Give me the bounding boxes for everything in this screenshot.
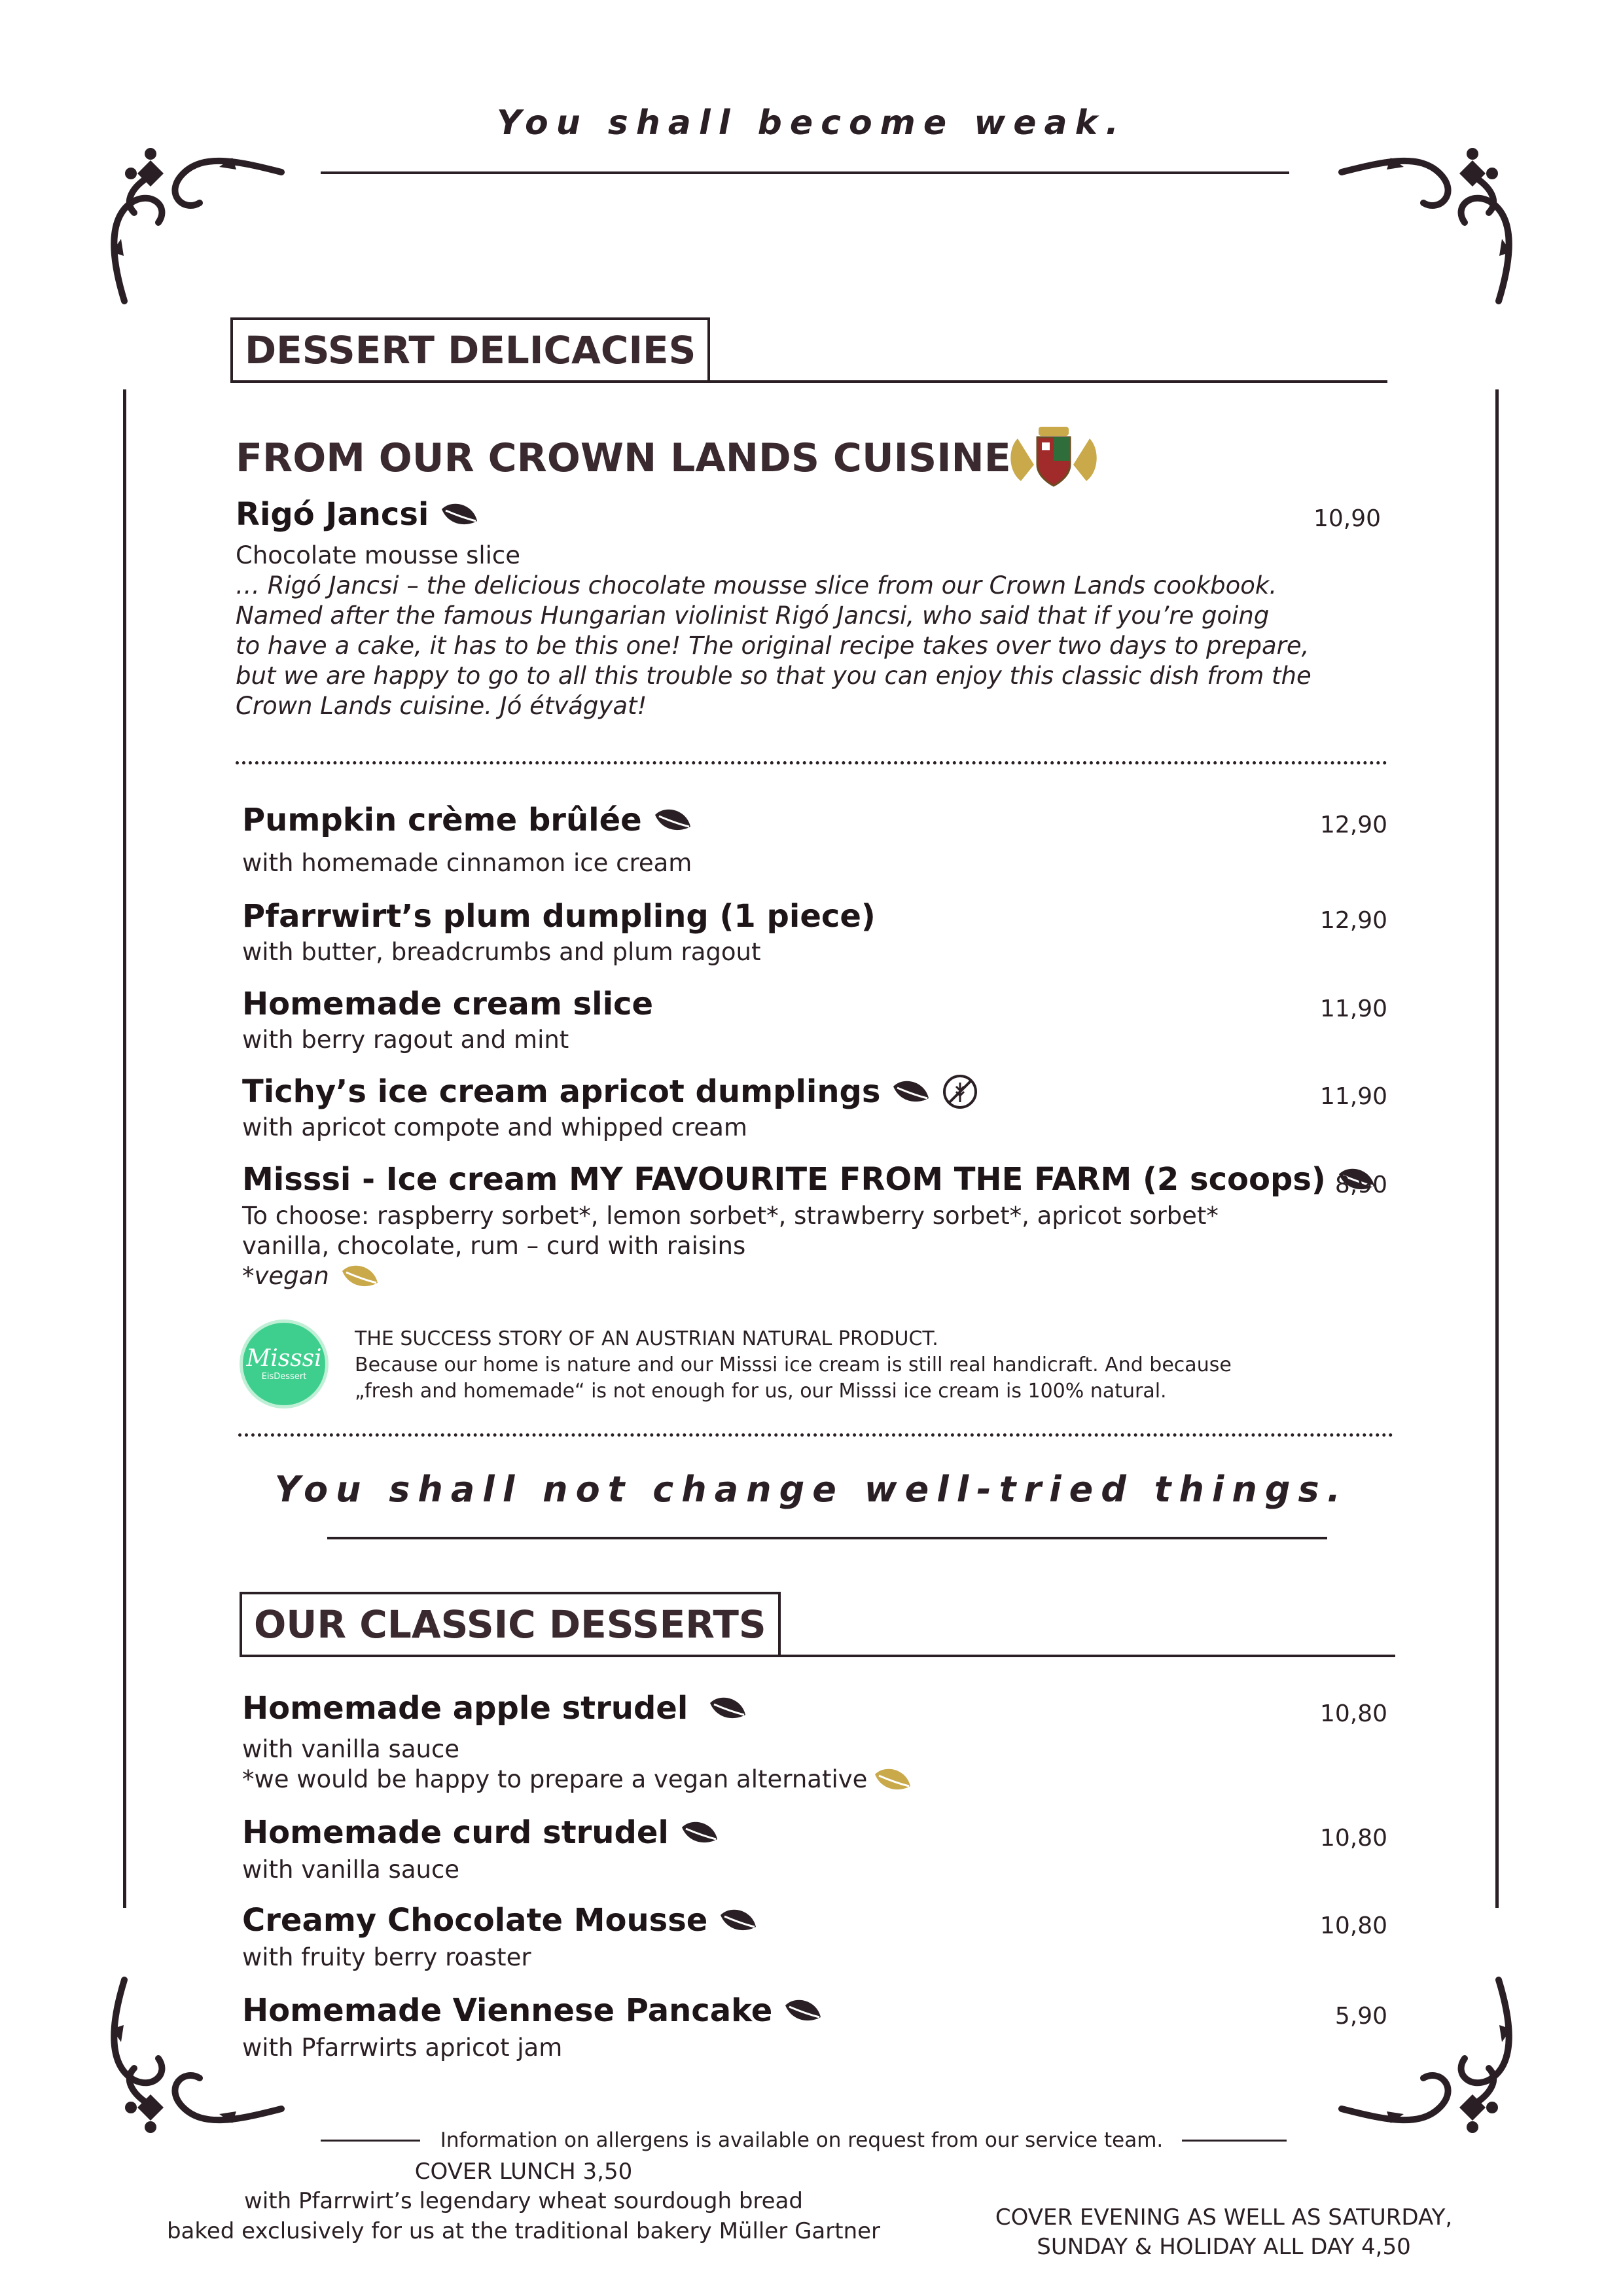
dish-price: 11,90 bbox=[1319, 1083, 1387, 1110]
vegan-leaf-icon bbox=[340, 1263, 380, 1289]
dish-rigo-jancsi bbox=[236, 496, 480, 533]
dish-name: Homemade Viennese Pancake bbox=[242, 1992, 773, 2029]
dish-description: with berry ragout and mint bbox=[242, 1026, 569, 1054]
allergen-rule-left bbox=[321, 2140, 420, 2142]
dotted-divider bbox=[238, 1433, 1393, 1437]
dish-name: Pfarrwirt’s plum dumpling (1 piece) bbox=[242, 898, 876, 935]
leaf-icon bbox=[652, 807, 693, 833]
dish-description: with vanilla sauce bbox=[242, 1856, 460, 1884]
misssi-logo bbox=[240, 1319, 329, 1408]
dish-story-line: Crown Lands cuisine. Jó étvágyat! bbox=[236, 692, 647, 720]
ornament-corner-icon bbox=[1329, 1970, 1538, 2140]
dish-price: 11,90 bbox=[1319, 996, 1387, 1022]
leaf-icon bbox=[679, 1820, 720, 1846]
misssi-info-line: „fresh and homemade“ is not enough for us, our Misssi ice cream is 100% natural. bbox=[355, 1380, 1167, 1403]
dotted-divider bbox=[236, 761, 1387, 764]
vegan-alternative-note bbox=[242, 1765, 913, 1795]
dish-pumpkin-creme-brulee bbox=[242, 802, 693, 838]
dish-description: with vanilla sauce bbox=[242, 1735, 460, 1763]
ornament-corner-icon bbox=[1329, 141, 1538, 311]
dish-name: Homemade cream slice bbox=[242, 986, 654, 1022]
ornament-corner-icon bbox=[85, 141, 294, 311]
misssi-logo-sub: EisDessert bbox=[261, 1372, 307, 1382]
top-motto: You shall become weak. bbox=[497, 103, 1126, 143]
section2-header-rule bbox=[240, 1655, 1395, 1657]
dish-misssi-ice-cream bbox=[242, 1161, 1377, 1198]
dish-price: 10,90 bbox=[1313, 505, 1381, 532]
dish-description: with Pfarrwirts apricot jam bbox=[242, 2034, 563, 2062]
cover-lunch-line: COVER LUNCH 3,50 bbox=[414, 2159, 633, 2185]
leaf-icon bbox=[891, 1079, 931, 1105]
dish-price: 8,90 bbox=[1334, 1172, 1387, 1198]
dish-description: with apricot compote and whipped cream bbox=[242, 1113, 747, 1141]
dish-story-line: but we are happy to go to all this trouble so that you can enjoy this classic dish from the bbox=[236, 662, 1311, 690]
middle-motto-rule bbox=[327, 1537, 1327, 1539]
dish-subtitle: Chocolate mousse slice bbox=[236, 541, 521, 569]
cover-evening-line: SUNDAY & HOLIDAY ALL DAY 4,50 bbox=[1037, 2234, 1411, 2260]
allergen-rule-right bbox=[1182, 2140, 1287, 2142]
cover-lunch-line: baked exclusively for us at the traditional bakery Müller Gartner bbox=[166, 2218, 881, 2244]
cover-evening-line: COVER EVENING AS WELL AS SATURDAY, bbox=[995, 2204, 1453, 2231]
section-title-dessert-delicacies: DESSERT DELICACIES bbox=[230, 317, 710, 383]
dish-price: 5,90 bbox=[1334, 2003, 1387, 2030]
misssi-logo-text: Misssi bbox=[246, 1345, 322, 1372]
crown-lands-heading: FROM OUR CROWN LANDS CUISINE bbox=[236, 435, 1011, 481]
dish-description: *we would be happy to prepare a vegan alternative bbox=[242, 1765, 868, 1793]
dish-price: 10,80 bbox=[1319, 1825, 1387, 1852]
dish-name: Rigó Jancsi bbox=[236, 496, 429, 533]
dish-apple-strudel bbox=[242, 1690, 748, 1727]
dish-name: Homemade apple strudel bbox=[242, 1690, 688, 1727]
dish-story-line: to have a cake, it has to be this one! The original recipe takes over two days to prepare, bbox=[236, 632, 1310, 660]
dish-description: To choose: raspberry sorbet*, lemon sorbet*, strawberry sorbet*, apricot sorbet* bbox=[242, 1202, 1219, 1230]
frame-right-line bbox=[1495, 389, 1499, 1908]
dish-price: 12,90 bbox=[1319, 907, 1387, 934]
dish-cream-slice bbox=[242, 986, 653, 1022]
dish-price: 10,80 bbox=[1319, 1700, 1387, 1727]
dish-story-line: … Rigó Jancsi – the delicious chocolate mousse slice from our Crown Lands cookbook. bbox=[236, 571, 1277, 600]
top-motto-rule bbox=[321, 171, 1289, 174]
dish-name: Misssi - Ice cream MY FAVOURITE FROM THE FARM (2 scoops) bbox=[242, 1161, 1326, 1198]
cover-lunch-line: with Pfarrwirt’s legendary wheat sourdough bread bbox=[244, 2188, 803, 2214]
dish-curd-strudel bbox=[242, 1814, 720, 1851]
dish-name: Homemade curd strudel bbox=[242, 1814, 669, 1851]
leaf-icon bbox=[783, 1998, 823, 2024]
dish-story-line: Named after the famous Hungarian violinist Rigó Jancsi, who said that if you’re going bbox=[236, 601, 1270, 630]
section-title-classic-desserts: OUR CLASSIC DESSERTS bbox=[240, 1592, 781, 1657]
dish-price: 10,80 bbox=[1319, 1912, 1387, 1939]
vegan-note bbox=[242, 1261, 380, 1291]
dish-description: with butter, breadcrumbs and plum ragout bbox=[242, 938, 761, 966]
dish-tichy-apricot-dumplings bbox=[242, 1073, 978, 1110]
dish-chocolate-mousse bbox=[242, 1902, 758, 1939]
dish-description: with fruity berry roaster bbox=[242, 1943, 531, 1971]
vegan-label: *vegan bbox=[242, 1262, 329, 1290]
misssi-info-line: Because our home is nature and our Misssi ice cream is still real handicraft. And because bbox=[355, 1354, 1232, 1376]
gluten-free-icon bbox=[942, 1073, 978, 1110]
misssi-info-line: THE SUCCESS STORY OF AN AUSTRIAN NATURAL PRODUCT. bbox=[355, 1327, 938, 1350]
dish-viennese-pancake bbox=[242, 1992, 823, 2029]
middle-motto: You shall not change well-tried things. bbox=[274, 1469, 1349, 1510]
allergen-note: Information on allergens is available on request from our service team. bbox=[440, 2128, 1164, 2152]
crest-icon bbox=[1005, 419, 1103, 491]
leaf-icon bbox=[718, 1907, 758, 1933]
leaf-icon bbox=[707, 1695, 748, 1721]
section1-header-rule bbox=[230, 380, 1387, 383]
dish-price: 12,90 bbox=[1319, 812, 1387, 838]
dish-plum-dumpling bbox=[242, 898, 876, 935]
dish-description: vanilla, chocolate, rum – curd with raisins bbox=[242, 1232, 746, 1260]
frame-left-line bbox=[123, 389, 126, 1908]
leaf-icon bbox=[439, 501, 480, 528]
dish-name: Tichy’s ice cream apricot dumplings bbox=[242, 1073, 881, 1110]
dish-name: Creamy Chocolate Mousse bbox=[242, 1902, 708, 1939]
vegan-leaf-icon bbox=[872, 1767, 913, 1793]
dish-description: with homemade cinnamon ice cream bbox=[242, 849, 692, 877]
dish-name: Pumpkin crème brûlée bbox=[242, 802, 642, 838]
